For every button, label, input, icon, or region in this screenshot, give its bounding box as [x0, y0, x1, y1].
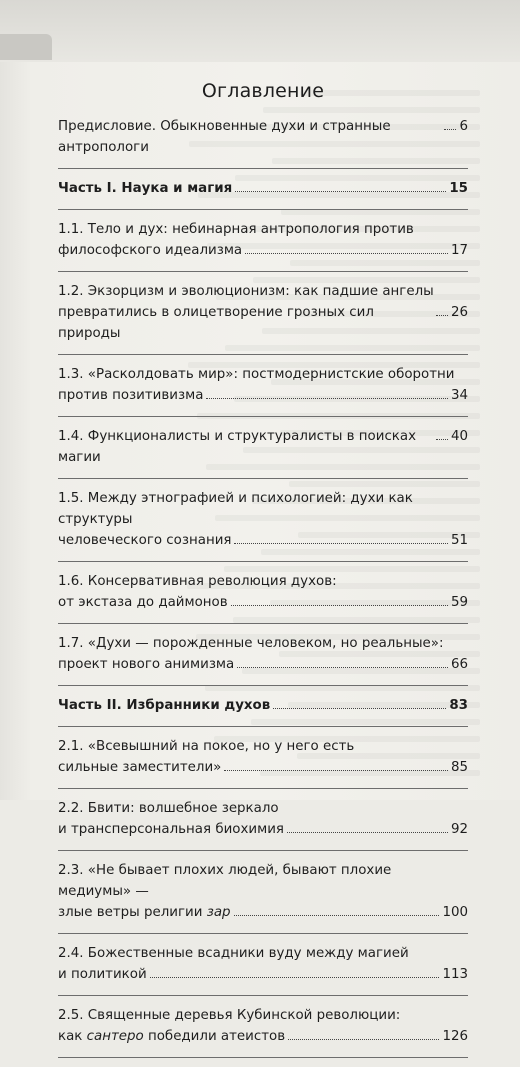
leader-dots: [436, 439, 448, 440]
leader-dots: [224, 770, 448, 771]
toc-entry-line: победили атеистов: [147, 1029, 286, 1044]
leader-dots: [234, 543, 447, 544]
running-header-bleed: [0, 0, 520, 62]
page-tab: [0, 34, 52, 60]
toc-entry-text: [58, 240, 242, 261]
part-1-items: [58, 219, 468, 686]
toc-entry-text: [58, 385, 203, 406]
toc-page-number: 40: [450, 429, 468, 444]
part-2-items: [58, 736, 468, 1058]
toc-entry[interactable]: [58, 219, 468, 261]
toc-entry-text: [58, 964, 147, 985]
toc-entry[interactable]: [58, 426, 468, 468]
divider: [58, 788, 468, 789]
toc-entry-line: 1.5. Между этнографией и психологией: духи как структуры: [58, 491, 413, 527]
divider: [58, 1057, 468, 1058]
toc-page-number: 126: [442, 1029, 468, 1044]
divider: [58, 168, 468, 169]
toc-entry-line: сильные заместители»: [58, 760, 222, 775]
toc-entry-line: 2.5. Священные деревья Кубинской революции:: [58, 1008, 401, 1023]
leader-dots: [237, 667, 448, 668]
leader-dots: [206, 398, 448, 399]
toc-part-2[interactable]: [58, 695, 468, 716]
toc-entry-line: 1.3. «Расколдовать мир»: постмодернистские оборотни: [58, 367, 455, 382]
toc-entry-text: Предисловие. Обыкновенные духи и странные антропологи: [58, 119, 391, 155]
toc-entry[interactable]: [58, 1005, 468, 1047]
toc-entry-line: 1.2. Экзорцизм и эволюционизм: как падшие ангелы: [58, 284, 434, 299]
divider: [58, 726, 468, 727]
toc-part-1[interactable]: [58, 178, 468, 199]
toc-entry-text: [58, 530, 231, 551]
divider: [58, 478, 468, 479]
toc-entry-line: человеческого сознания: [58, 533, 232, 548]
leader-dots: [235, 191, 446, 192]
toc-entry-text: [58, 302, 433, 344]
toc-page-number: 59: [450, 595, 468, 610]
toc-entry-text: [58, 592, 228, 613]
italic-term: сантеро: [86, 1029, 144, 1044]
toc-entry-line: 2.1. «Всевышний на покое, но у него есть: [58, 739, 355, 754]
toc-entry[interactable]: [58, 943, 468, 985]
toc-page-number: 17: [450, 243, 468, 258]
leader-dots: [245, 253, 448, 254]
toc-entry[interactable]: [58, 736, 468, 778]
leader-dots: [273, 708, 446, 709]
leader-dots: [288, 1039, 439, 1040]
toc-entry-line: злые ветры религии: [58, 905, 203, 920]
toc-entry-line: как: [58, 1029, 83, 1044]
toc-page-number: 51: [450, 533, 468, 548]
divider: [58, 933, 468, 934]
italic-term: зар: [206, 905, 231, 920]
table-of-contents: [58, 80, 468, 1067]
divider: [58, 561, 468, 562]
leader-dots: [234, 915, 440, 916]
toc-entry-text: [58, 426, 433, 468]
toc-part-title: Часть II. Избранники духов: [58, 698, 271, 713]
divider: [58, 850, 468, 851]
toc-entry[interactable]: [58, 798, 468, 840]
leader-dots: [231, 605, 448, 606]
toc-entry[interactable]: [58, 860, 468, 923]
toc-page-number: 26: [450, 305, 468, 320]
toc-entry-line: проект нового анимизма: [58, 657, 235, 672]
toc-entry-line: 1.7. «Духи — порожденные человеком, но реальные»:: [58, 636, 444, 651]
toc-page-number: 113: [442, 967, 468, 982]
toc-entry-line: 1.4. Функционалисты и структуралисты в поисках магии: [58, 429, 417, 465]
toc-entry-line: 1.6. Консервативная революция духов:: [58, 574, 337, 589]
toc-page-number: 15: [449, 181, 468, 196]
toc-title: Оглавление: [201, 80, 325, 102]
toc-entry-line: против позитивизма: [58, 388, 204, 403]
leader-dots: [150, 977, 440, 978]
toc-page-number: 92: [450, 822, 468, 837]
divider: [58, 685, 468, 686]
toc-entry-text: [58, 757, 221, 778]
toc-entry[interactable]: [58, 364, 468, 406]
toc-entry-line: и политикой: [58, 967, 147, 982]
toc-entry-line: и трансперсональная биохимия: [58, 822, 284, 837]
toc-page-number: 100: [442, 905, 468, 920]
toc-entry-line: 2.2. Бвити: волшебное зеркало: [58, 801, 279, 816]
divider: [58, 209, 468, 210]
toc-entry-line: от экстаза до даймонов: [58, 595, 228, 610]
toc-page-number: 66: [450, 657, 468, 672]
toc-entry-text: [58, 819, 284, 840]
divider: [58, 995, 468, 996]
toc-page-number: 85: [450, 760, 468, 775]
toc-part-title: Часть I. Наука и магия: [58, 181, 233, 196]
leader-dots: [444, 129, 456, 130]
toc-entry-text: [58, 654, 234, 675]
toc-entry-line: превратились в олицетворение грозных сил природы: [58, 305, 374, 341]
toc-page-number: 83: [449, 698, 468, 713]
divider: [58, 354, 468, 355]
toc-entry[interactable]: [58, 571, 468, 613]
toc-entry-preface[interactable]: [58, 116, 468, 158]
toc-entry[interactable]: [58, 488, 468, 551]
toc-entry[interactable]: [58, 633, 468, 675]
divider: [58, 416, 468, 417]
toc-entry-line: 2.4. Божественные всадники вуду между магией: [58, 946, 409, 961]
toc-entry-line: 1.1. Тело и дух: небинарная антропология против: [58, 222, 414, 237]
toc-page-number: 6: [459, 119, 468, 134]
toc-entry-text: [58, 902, 231, 923]
divider: [58, 271, 468, 272]
divider: [58, 623, 468, 624]
toc-entry-line: философского идеализма: [58, 243, 243, 258]
toc-entry-line: 2.3. «Не бывает плохих людей, бывают плохие медиумы» —: [58, 863, 392, 899]
toc-entry-text: [58, 1026, 285, 1047]
toc-entry[interactable]: [58, 281, 468, 344]
leader-dots: [436, 315, 448, 316]
toc-page-number: 34: [450, 388, 468, 403]
leader-dots: [287, 832, 448, 833]
